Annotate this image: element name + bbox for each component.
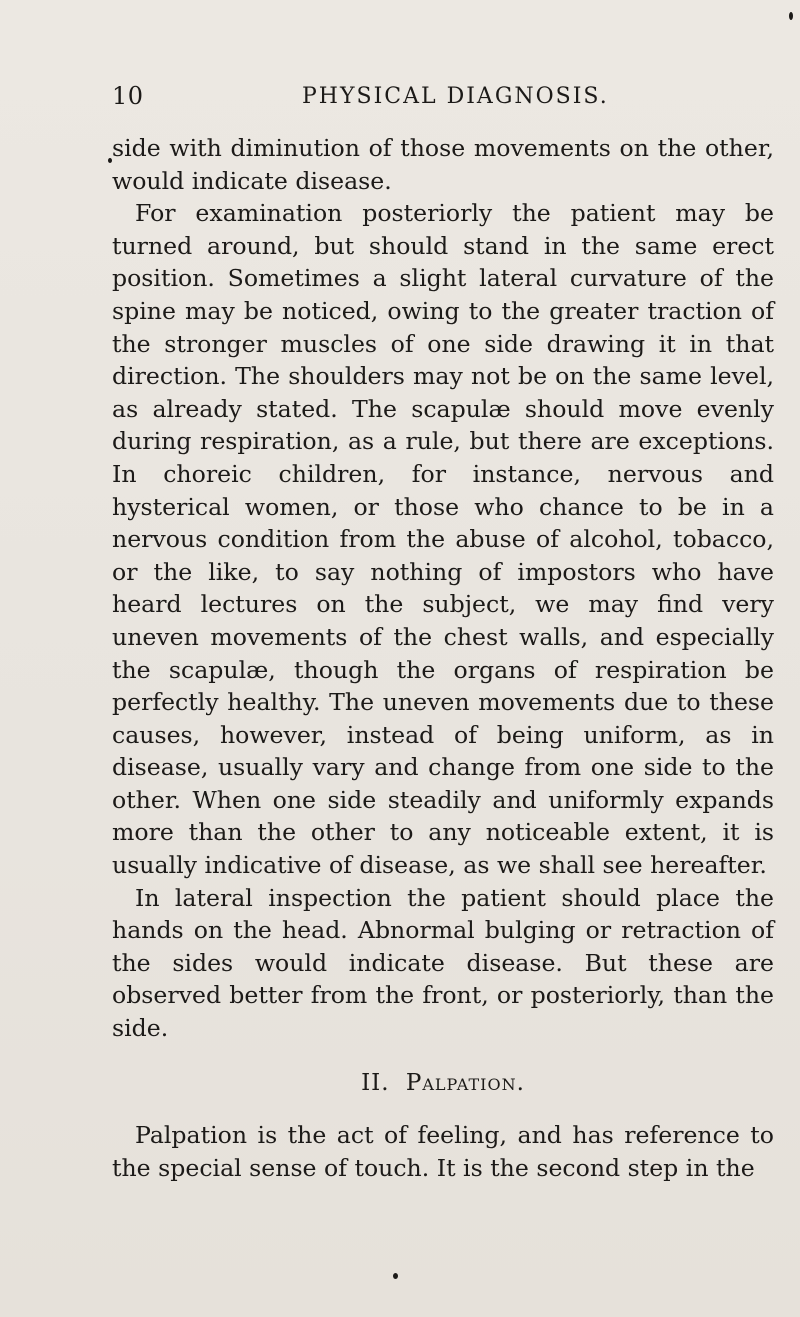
page-number: 10 bbox=[112, 82, 144, 110]
paragraph-continuation: side with diminution of those movements on the other, would indicate disease. bbox=[112, 134, 774, 195]
section-number: II. bbox=[361, 1069, 390, 1096]
page-header bbox=[112, 82, 772, 116]
paragraph-lateral-inspection: In lateral inspection the patient should place the hands on the head. Abnormal bulging or retraction of the sides would indicate disease. But these are observed better from the front, or posteriorly, than the side. bbox=[112, 883, 774, 1043]
body-text bbox=[112, 132, 774, 1184]
running-head: PHYSICAL DIAGNOSIS. bbox=[302, 84, 609, 109]
ink-speck bbox=[789, 12, 793, 20]
paragraph-palpation: Palpation is the act of feeling, and has reference to the special sense of touch. It is the second step in the bbox=[112, 1121, 774, 1182]
section-title: Palpation. bbox=[405, 1069, 525, 1096]
paragraph-posterior-examination: For examination posteriorly the patient may be turned around, but should stand in the same erect position. Sometimes a slight lateral curvature of the spine may be noticed, owing to the greater traction of the stronger muscles of one side drawing it in that direction. The shoulders may not be on the same level, as already stated. The scapulæ should move evenly during respiration, as a rule, but there are exceptions. In choreic children, for instance, nervous and hysterical women, or those who chance to be in a nervous condition from the abuse of alcohol, tobacco, or the like, to say nothing of impostors who have heard lectures on the subject, we may find very uneven movements of the chest walls, and especially the scapulæ, though the organs of respiration be perfectly healthy. The uneven movements due to these causes, however, instead of being uniform, as in disease, usually vary and change from one side to the other. When one side steadily and uniformly expands more than the other to any noticeable extent, it is usually indicative of disease, as we shall see hereafter. bbox=[112, 199, 774, 880]
section-heading bbox=[112, 1067, 774, 1100]
ink-speck bbox=[108, 158, 112, 163]
ink-speck bbox=[393, 1273, 398, 1279]
